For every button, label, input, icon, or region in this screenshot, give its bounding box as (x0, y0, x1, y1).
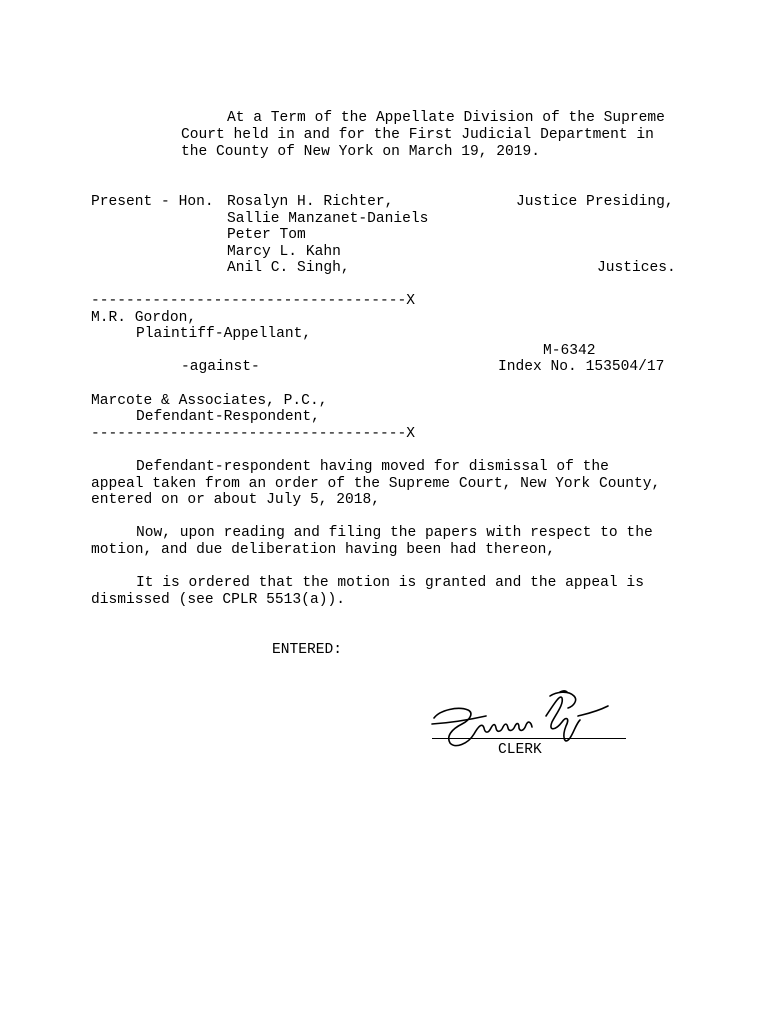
paragraph-1-line: entered on or about July 5, 2018, (91, 492, 381, 508)
caption-rule-bottom: ------------------------------------X (91, 426, 416, 442)
motion-number: M-6342 (543, 343, 596, 359)
justice-name: Peter Tom (227, 227, 306, 243)
clerk-signature (428, 686, 618, 750)
clerk-label: CLERK (498, 742, 542, 758)
paragraph-3-line: dismissed (see CPLR 5513(a)). (91, 592, 345, 608)
plaintiff-name: M.R. Gordon, (91, 310, 197, 326)
paragraph-2-line: motion, and due deliberation having been had thereon, (91, 542, 556, 558)
justice-name: Anil C. Singh, (227, 260, 350, 276)
caption-rule-top: ------------------------------------X (91, 293, 416, 309)
justice-name: Sallie Manzanet-Daniels (227, 211, 429, 227)
entered-label: ENTERED: (272, 642, 343, 658)
plaintiff-role: Plaintiff-Appellant, (136, 326, 312, 342)
presiding-justice-name: Rosalyn H. Richter, (227, 194, 394, 210)
term-line-2: Court held in and for the First Judicial Department in (181, 127, 654, 143)
defendant-role: Defendant-Respondent, (136, 409, 320, 425)
justice-name: Marcy L. Kahn (227, 244, 341, 260)
versus-label: -against- (181, 359, 260, 375)
paragraph-3-line: It is ordered that the motion is granted and the appeal is (136, 575, 644, 591)
presiding-title: Justice Presiding, (516, 194, 674, 210)
signature-line (432, 738, 626, 739)
paragraph-1-line: Defendant-respondent having moved for dismissal of the (136, 459, 609, 475)
paragraph-2-line: Now, upon reading and filing the papers with respect to the (136, 525, 653, 541)
justices-title: Justices. (597, 260, 676, 276)
term-line-1: At a Term of the Appellate Division of the Supreme (227, 110, 665, 126)
present-label: Present - Hon. (91, 194, 214, 210)
defendant-name: Marcote & Associates, P.C., (91, 393, 328, 409)
index-number: Index No. 153504/17 (498, 359, 665, 375)
term-line-3: the County of New York on March 19, 2019. (181, 144, 541, 160)
paragraph-1-line: appeal taken from an order of the Supreme Court, New York County, (91, 476, 661, 492)
